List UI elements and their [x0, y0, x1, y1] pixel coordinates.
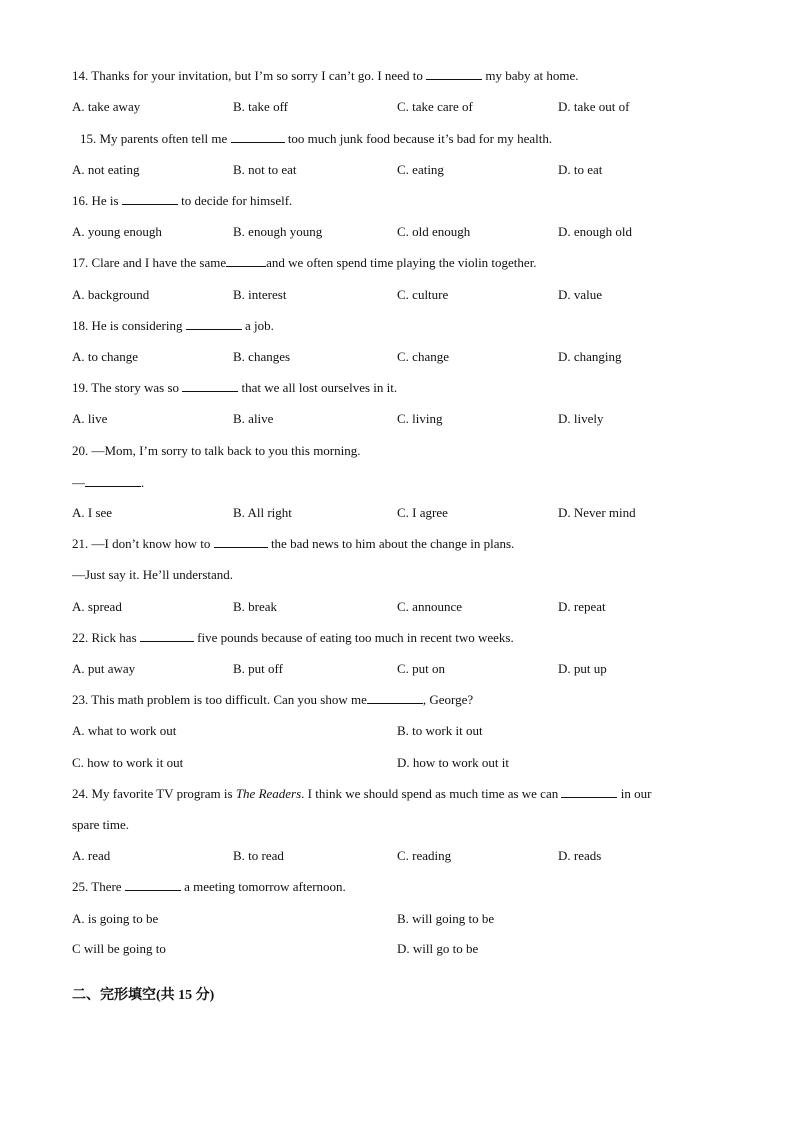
- option-c[interactable]: C. old enough: [397, 224, 471, 239]
- answer-blank: [182, 379, 238, 392]
- question-19: 19. The story was so that we all lost ourselves in it.: [72, 380, 398, 395]
- option-b[interactable]: B. break: [233, 599, 278, 614]
- question-24-cont: spare time.: [72, 817, 130, 832]
- option-c[interactable]: C. I agree: [397, 505, 448, 520]
- question-23: 23. This math problem is too difficult. Can you show me , George?: [72, 692, 474, 707]
- option-b[interactable]: B. put off: [233, 661, 283, 676]
- option-d[interactable]: D. will go to be: [397, 941, 479, 956]
- question-21: 21. —I don’t know how to the bad news to him about the change in plans.: [72, 536, 515, 551]
- option-d[interactable]: D. how to work out it: [397, 755, 509, 770]
- option-d[interactable]: D. put up: [558, 661, 607, 676]
- question-18: 18. He is considering a job.: [72, 318, 274, 333]
- question-22: 22. Rick has five pounds because of eating too much in recent two weeks.: [72, 630, 514, 645]
- question-20-reply: — .: [72, 475, 145, 490]
- option-c[interactable]: C. eating: [397, 162, 444, 177]
- section-title: 二、完形填空(共 15 分): [72, 988, 215, 1003]
- option-b[interactable]: B. will going to be: [397, 911, 495, 926]
- option-c[interactable]: C. change: [397, 349, 449, 364]
- answer-blank: [140, 629, 194, 642]
- answer-blank: [426, 67, 482, 80]
- option-a[interactable]: A. what to work out: [72, 723, 177, 738]
- option-a[interactable]: A. live: [72, 411, 108, 426]
- answer-blank: [214, 535, 268, 548]
- option-a[interactable]: A. young enough: [72, 224, 162, 239]
- question-16: 16. He is to decide for himself.: [72, 193, 293, 208]
- option-c[interactable]: C. put on: [397, 661, 446, 676]
- option-d[interactable]: D. repeat: [558, 599, 606, 614]
- option-b[interactable]: B. All right: [233, 505, 292, 520]
- program-title: The Readers: [235, 786, 302, 801]
- answer-blank: [367, 691, 423, 704]
- option-a[interactable]: A. put away: [72, 661, 136, 676]
- option-b[interactable]: B. to read: [233, 848, 284, 863]
- option-c[interactable]: C. reading: [397, 848, 452, 863]
- answer-blank: [186, 317, 242, 330]
- question-17: 17. Clare and I have the same and we often spend time playing the violin together.: [72, 255, 537, 270]
- option-b[interactable]: B. not to eat: [233, 162, 297, 177]
- option-c[interactable]: C. culture: [397, 287, 449, 302]
- option-a[interactable]: A. I see: [72, 505, 113, 520]
- option-a[interactable]: A. read: [72, 848, 111, 863]
- option-b[interactable]: B. to work it out: [397, 723, 483, 738]
- answer-blank: [561, 785, 617, 798]
- option-d[interactable]: D. changing: [558, 349, 622, 364]
- answer-blank: [125, 878, 181, 891]
- question-15: 15. My parents often tell me too much junk food because it’s bad for my health.: [80, 131, 553, 146]
- answer-blank: [226, 254, 266, 267]
- option-d[interactable]: D. reads: [558, 848, 602, 863]
- option-d[interactable]: D. lively: [558, 411, 604, 426]
- option-c[interactable]: C. take care of: [397, 99, 473, 114]
- option-a[interactable]: A. not eating: [72, 162, 140, 177]
- option-c[interactable]: C. how to work it out: [72, 755, 184, 770]
- question-24: 24. My favorite TV program is The Readers. I think we should spend as much time as we can in our: [72, 786, 652, 801]
- option-c[interactable]: C. announce: [397, 599, 462, 614]
- question-20: 20. —Mom, I’m sorry to talk back to you this morning.: [72, 443, 361, 458]
- answer-blank: [85, 474, 141, 487]
- option-d[interactable]: D. take out of: [558, 99, 630, 114]
- option-c[interactable]: C. living: [397, 411, 443, 426]
- option-a[interactable]: A. to change: [72, 349, 139, 364]
- option-d[interactable]: D. value: [558, 287, 603, 302]
- answer-blank: [122, 192, 178, 205]
- option-d[interactable]: D. to eat: [558, 162, 603, 177]
- option-b[interactable]: B. alive: [233, 411, 274, 426]
- option-d[interactable]: D. Never mind: [558, 505, 636, 520]
- option-a[interactable]: A. background: [72, 287, 150, 302]
- question-21-reply: —Just say it. He’ll understand.: [72, 567, 234, 582]
- option-b[interactable]: B. take off: [233, 99, 288, 114]
- question-25: 25. There a meeting tomorrow afternoon.: [72, 879, 346, 894]
- question-14: 14. Thanks for your invitation, but I’m so sorry I can’t go. I need to my baby at home.: [72, 68, 579, 83]
- option-c[interactable]: C will be going to: [72, 941, 166, 956]
- option-b[interactable]: B. enough young: [233, 224, 323, 239]
- option-b[interactable]: B. changes: [233, 349, 291, 364]
- option-d[interactable]: D. enough old: [558, 224, 633, 239]
- option-a[interactable]: A. spread: [72, 599, 122, 614]
- option-a[interactable]: A. take away: [72, 99, 141, 114]
- option-b[interactable]: B. interest: [233, 287, 287, 302]
- option-a[interactable]: A. is going to be: [72, 911, 159, 926]
- answer-blank: [231, 130, 285, 143]
